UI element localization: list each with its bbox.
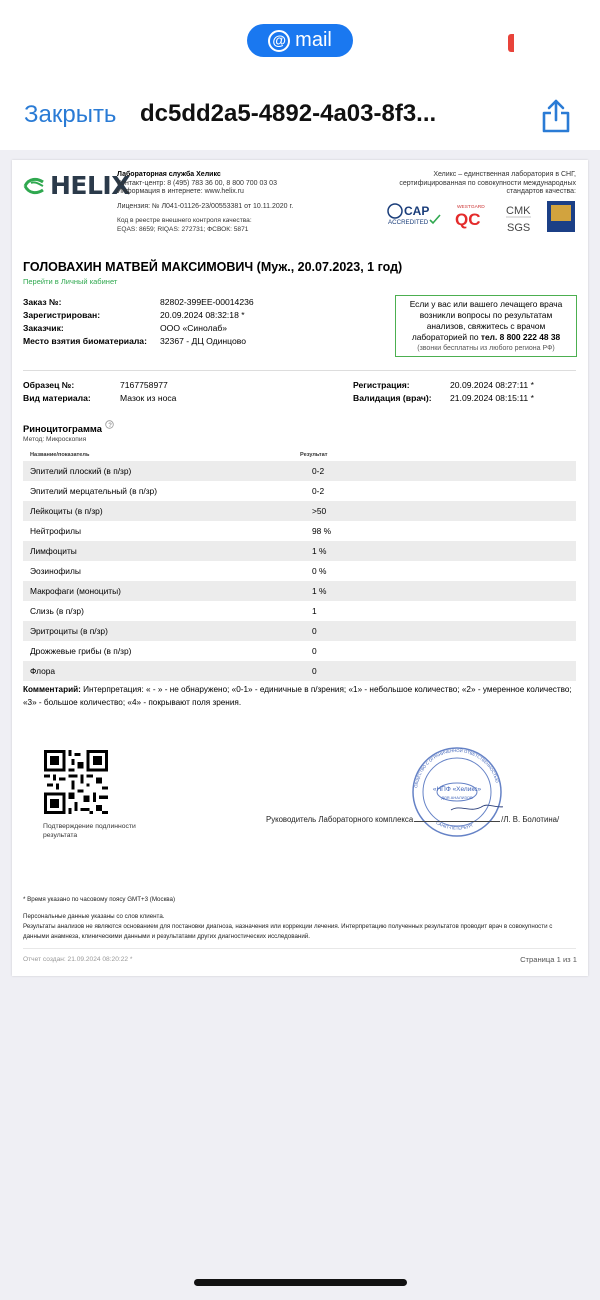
- material-label: Вид материала:: [23, 393, 91, 403]
- sample-values: [120, 379, 176, 405]
- registration-label: Регистрация:: [353, 380, 410, 390]
- footer-divider: [23, 948, 576, 949]
- row-name: Эозинофилы: [30, 566, 81, 576]
- at-icon: @: [268, 30, 290, 52]
- validation-label: Валидация (врач):: [353, 393, 432, 403]
- cap-accredited-text: ACCREDITED: [388, 219, 429, 226]
- row-name: Слизь (в п/зр): [30, 606, 84, 616]
- viewer-header: [0, 0, 600, 150]
- row-value: 0 %: [312, 566, 327, 576]
- customer-label: Заказчик:: [23, 323, 64, 333]
- table-row: [23, 641, 576, 661]
- lab-name: Лабораторная служба Хеликс: [117, 171, 221, 178]
- web-info: Информация в интернете: www.helix.ru: [117, 188, 244, 196]
- quality-register: [117, 217, 252, 234]
- seal-ring-text: ОБЩЕСТВО С ОГРАНИЧЕННОЙ ОТВЕТСТВЕННОСТЬЮ: [413, 747, 500, 789]
- personal-account-link[interactable]: Перейти в Личный кабинет: [23, 277, 118, 286]
- row-value: 1 %: [312, 586, 327, 596]
- callbox-line4: лабораторией по: [411, 332, 479, 342]
- table-row: [23, 621, 576, 641]
- row-value: 0-2: [312, 466, 325, 476]
- table-row: [23, 601, 576, 621]
- table-row: [23, 461, 576, 481]
- callbox-note: (звонки бесплатны из любого региона РФ): [417, 345, 555, 352]
- row-name: Дрожжевые грибы (в п/зр): [30, 646, 132, 656]
- notification-edge: [508, 34, 514, 52]
- helix-logo: [23, 171, 130, 200]
- callbox-phone: тел. 8 800 222 48 38: [480, 332, 561, 342]
- personal-data-note: Персональные данные указаны со слов клиента.: [23, 913, 165, 920]
- seal-subtext: ДЛЯ АНАЛИЗОВ: [441, 795, 473, 800]
- table-row: [23, 481, 576, 501]
- close-button[interactable]: Закрыть: [24, 101, 117, 128]
- comment-text: Интерпретация: « - » - не обнаружено; «0-1» - единичные в п/зрения; «1» - небольшое количество; «2» - умеренное количество; «3» - большое количество; «4» - покрывают поля зрения.: [23, 685, 572, 707]
- sample-no-label: Образец №:: [23, 380, 75, 390]
- date-labels: [353, 379, 432, 405]
- page-number: Страница 1 из 1: [520, 955, 577, 964]
- table-row: [23, 561, 576, 581]
- qr-caption: Подтверждение подлинности результата: [43, 823, 136, 839]
- results-table: [23, 461, 576, 681]
- timezone-note: * Время указано по часовому поясу GMT+3 (Москва): [23, 896, 176, 903]
- row-name: Лимфоциты: [30, 546, 77, 556]
- mail-badge[interactable]: [247, 24, 353, 57]
- row-value: 1 %: [312, 546, 327, 556]
- svg-text:ОБЩЕСТВО С ОГРАНИЧЕННОЙ ОТВЕТС: [413, 748, 500, 788]
- lab-contacts: [117, 171, 277, 197]
- sgs-text: SGS: [507, 222, 531, 234]
- sample-labels: [23, 379, 91, 405]
- patient-name: ГОЛОВАХИН МАТВЕЙ МАКСИМОВИЧ (Муж., 20.07.2023, 1 год): [23, 260, 403, 274]
- registration-value: 20.09.2024 08:27:11 *: [450, 380, 534, 390]
- row-value: 0: [312, 646, 317, 656]
- register-label: Код в реестре внешнего контроля качества:: [117, 217, 252, 224]
- table-header: [23, 452, 576, 461]
- results-disclaimer: Результаты анализов не являются основанием для постановки диагноза, назначения или коррекции лечения. Интерпретацию полученных результатов проводит врач в совокупности с данными анамнеза, клиническими данными и результатами других диагностических исследований.: [23, 923, 553, 940]
- divider: [23, 370, 576, 371]
- row-value: 0: [312, 666, 317, 676]
- qr-code-icon[interactable]: [44, 750, 108, 814]
- lab-report-page: [12, 160, 588, 976]
- order-labels: [23, 296, 147, 348]
- row-value: 1: [312, 606, 317, 616]
- seal-stamp-icon: [411, 746, 503, 838]
- registered-value: 20.09.2024 08:32:18 *: [160, 310, 245, 320]
- order-no-label: Заказ №:: [23, 297, 62, 307]
- row-value: 98 %: [312, 526, 332, 536]
- row-value: >50: [312, 506, 327, 516]
- head-label: Руководитель Лабораторного комплекса: [266, 815, 414, 824]
- row-name: Эпителий мерцательный (в п/зр): [30, 486, 158, 496]
- column-name-header: Название/показатель: [30, 452, 90, 458]
- info-icon[interactable]: [105, 420, 114, 429]
- order-no-value: 82802-399EE-00014236: [160, 297, 254, 307]
- callbox-line1: Если у вас или вашего лечащего врача: [409, 299, 563, 309]
- column-result-header: Результат: [300, 452, 328, 458]
- seal-text: «НПФ «Хеликс»: [432, 786, 482, 793]
- seal-city-text: САНКТ-ПЕТЕРБУРГ: [435, 820, 475, 831]
- row-name: Флора: [30, 666, 56, 676]
- lab-head-signature: [266, 815, 559, 824]
- cap-text: CAP: [404, 204, 430, 218]
- disclaimer: [23, 912, 576, 942]
- table-row: [23, 501, 576, 521]
- document-title: dc5dd2a5-4892-4a03-8f3...: [140, 100, 437, 127]
- section-title-text: Риноцитограмма: [23, 423, 102, 434]
- register-codes: EQAS: 8659; RIQAS: 272731; ФСВОК: 5871: [117, 225, 249, 233]
- helix-logo-text: HELIX: [50, 171, 131, 200]
- contact-center: Контакт-центр: 8 (495) 783 36 00, 8 800 700 03 03: [117, 179, 277, 187]
- section-title: [23, 420, 114, 434]
- validation-value: 21.09.2024 08:15:11 *: [450, 393, 534, 403]
- callbox-line2: возникли вопросы по результатам: [419, 310, 553, 320]
- cmk-text: CMK: [506, 205, 531, 217]
- material-value: Мазок из носа: [120, 393, 177, 403]
- report-created: Отчет создан: 21.09.2024 08:20:22 *: [23, 956, 133, 963]
- sample-no-value: 7167758977: [120, 380, 168, 390]
- registered-label: Зарегистрирован:: [23, 310, 101, 320]
- row-value: 0-2: [312, 486, 325, 496]
- row-name: Нейтрофилы: [30, 526, 82, 536]
- table-row: [23, 661, 576, 681]
- collection-place-value: 32367 - ДЦ Одинцово: [160, 336, 247, 346]
- row-name: Лейкоциты (в п/зр): [30, 506, 103, 516]
- order-values: [160, 296, 254, 348]
- contact-doctor-box: [395, 295, 577, 357]
- table-row: [23, 581, 576, 601]
- share-icon[interactable]: [540, 98, 572, 134]
- comment-label: Комментарий:: [23, 685, 81, 694]
- row-name: Эритроциты (в п/зр): [30, 626, 108, 636]
- svg-text:?: ?: [107, 423, 112, 429]
- callbox-line3: анализов, свяжитесь с врачом: [426, 321, 546, 331]
- customer-value: ООО «Синолаб»: [160, 323, 228, 333]
- qc-text: QC: [455, 210, 481, 229]
- table-row: [23, 521, 576, 541]
- mail-label: mail: [295, 29, 332, 51]
- cap-check-icon: [430, 215, 440, 223]
- signature-icon: [451, 805, 503, 810]
- table-row: [23, 541, 576, 561]
- westgard-text: WESTGARD: [457, 205, 485, 210]
- helix-logo-icon: [23, 176, 47, 196]
- certification-logos: [385, 200, 577, 234]
- interpretation-comment: [23, 684, 576, 709]
- row-name: Макрофаги (моноциты): [30, 586, 121, 596]
- head-name: /Л. В. Болотина/: [501, 815, 560, 824]
- row-name: Эпителий плоский (в п/зр): [30, 466, 132, 476]
- home-indicator[interactable]: [194, 1279, 407, 1286]
- certification-slogan: Хеликс – единственная лаборатория в СНГ, сертифицированная по совокупности международных стандартов качества:: [399, 171, 576, 196]
- row-value: 0: [312, 626, 317, 636]
- date-values: [450, 379, 534, 405]
- collection-place-label: Место взятия биоматериала:: [23, 336, 147, 346]
- method-line: Метод: Микроскопия: [23, 436, 87, 443]
- license-line: Лицензия: № Л041-01126-23/00553381 от 10.11.2020 г.: [117, 203, 294, 210]
